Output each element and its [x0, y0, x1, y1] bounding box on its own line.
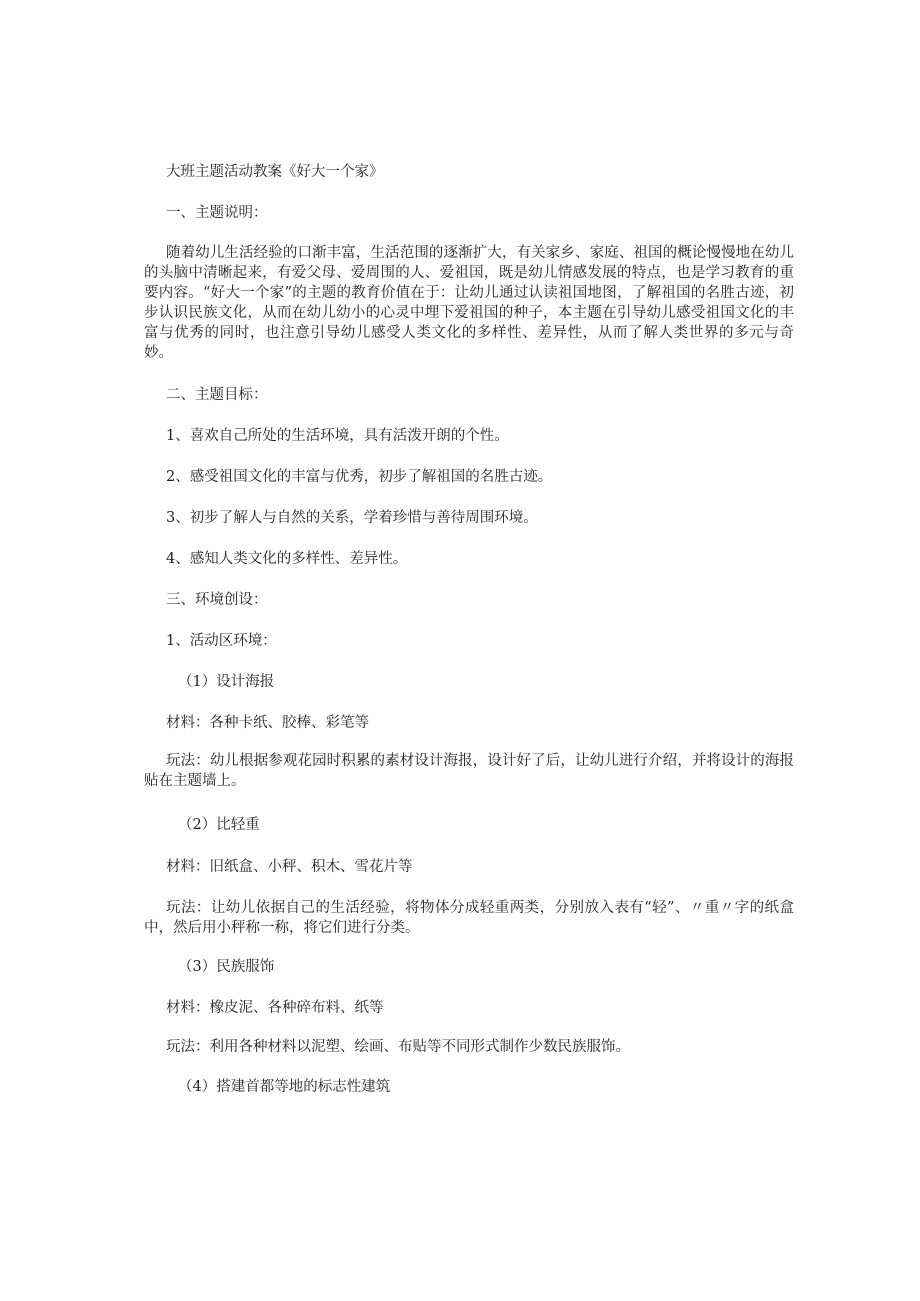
activity-method-poster: 玩法：幼儿根据参观花园时积累的素材设计海报，设计好了后，让幼儿进行介绍，并将设计的海报贴在主题墙上。	[144, 753, 794, 789]
goal-item: 2、感受祖国文化的丰富与优秀，初步了解祖国的名胜古迹。	[166, 469, 553, 485]
section-heading-theme-goals: 二、主题目标：	[166, 387, 268, 403]
activity-title-landmarks: （4）搭建首都等地的标志性建筑	[178, 1079, 391, 1095]
section-heading-theme-description: 一、主题说明：	[166, 205, 268, 221]
activity-title-weight: （2）比轻重	[178, 817, 260, 833]
activity-title-poster: （1）设计海报	[178, 674, 275, 690]
activity-method-weight: 玩法：让幼儿依据自己的生活经验，将物体分成轻重两类，分别放入表有“轻”、〃重〃字的纸盒中，然后用小秤称一称，将它们进行分类。	[144, 900, 794, 936]
goal-item: 4、感知人类文化的多样性、差异性。	[166, 551, 408, 567]
theme-description-paragraph: 随着幼儿生活经验的口渐丰富，生活范围的逐渐扩大，有关家乡、家庭、祖国的概论慢慢地在幼儿的头脑中清晰起来，有爱父母、爱周围的人、爱祖国，既是幼儿情感发展的特点，也是学习教育的重要内容。“好大一个家”的主题的教育价值在于：让幼儿通过认读祖国地图，了解祖国的名胜古迹，初步认识民族文化，从而在幼儿幼小的心灵中埋下爱祖国的种子，本主题在引导幼儿感受祖国文化的丰富与优秀的同时，也注意引导幼儿感受人类文化的多样性、差异性，从而了解人类世界的多元与奇妙。	[144, 245, 794, 361]
goal-item: 3、初步了解人与自然的关系，学着珍惜与善待周围环境。	[166, 510, 538, 526]
activity-materials-poster: 材料：各种卡纸、胶棒、彩笔等	[166, 715, 369, 731]
activity-method-costume: 玩法：利用各种材料以泥塑、绘画、布贴等不同形式制作少数民族服饰。	[166, 1039, 630, 1055]
activity-materials-weight: 材料：旧纸盒、小秤、积木、雪花片等	[166, 859, 413, 875]
section-heading-environment: 三、环境创设：	[166, 592, 268, 608]
activity-title-costume: （3）民族服饰	[178, 959, 275, 975]
goal-item: 1、喜欢自己所处的生活环境，具有活泼开朗的个性。	[166, 428, 509, 444]
document-title: 大班主题活动教案《好大一个家》	[166, 164, 384, 180]
activity-materials-costume: 材料：橡皮泥、各种碎布料、纸等	[166, 1000, 384, 1016]
subheading-activity-area: 1、活动区环境：	[166, 633, 277, 649]
